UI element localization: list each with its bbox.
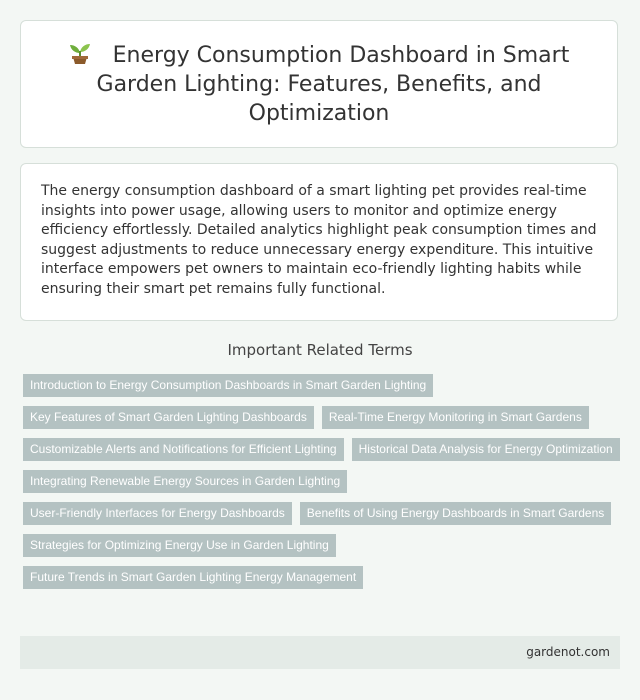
related-term-tag[interactable]: Customizable Alerts and Notifications for Efficient Lighting	[23, 438, 344, 461]
title-card	[20, 20, 618, 148]
related-term-tag[interactable]: Real-Time Energy Monitoring in Smart Gardens	[322, 406, 589, 429]
related-term-tag[interactable]: User-Friendly Interfaces for Energy Dashboards	[23, 502, 292, 525]
related-terms-list	[23, 374, 623, 589]
footer-site-link[interactable]: gardenot.com	[526, 645, 610, 659]
description-text: The energy consumption dashboard of a smart lighting pet provides real-time insights into power usage, allowing users to monitor and optimize energy efficiency effortlessly. Detailed analytics highlight peak consumption times and suggest adjustments to reduce unnecessary energy expenditure. This intuitive interface empowers pet owners to maintain eco-friendly lighting habits while ensuring their smart pet remains fully functional.	[41, 183, 597, 297]
related-term-tag[interactable]: Integrating Renewable Energy Sources in Garden Lighting	[23, 470, 347, 493]
related-terms-heading: Important Related Terms	[227, 341, 413, 359]
footer	[20, 636, 620, 669]
related-term-tag[interactable]: Introduction to Energy Consumption Dashboards in Smart Garden Lighting	[23, 374, 433, 397]
page-title	[59, 41, 579, 128]
related-term-tag[interactable]: Future Trends in Smart Garden Lighting Energy Management	[23, 566, 363, 589]
sprout-icon	[69, 41, 91, 65]
page-title-text: Energy Consumption Dashboard in Smart Garden Lighting: Features, Benefits, and Optimization	[96, 42, 570, 126]
related-term-tag[interactable]: Key Features of Smart Garden Lighting Dashboards	[23, 406, 314, 429]
related-term-tag[interactable]: Benefits of Using Energy Dashboards in Smart Gardens	[300, 502, 611, 525]
related-term-tag[interactable]: Historical Data Analysis for Energy Optimization	[352, 438, 620, 461]
related-term-tag[interactable]: Strategies for Optimizing Energy Use in Garden Lighting	[23, 534, 336, 557]
description-card	[20, 163, 618, 321]
